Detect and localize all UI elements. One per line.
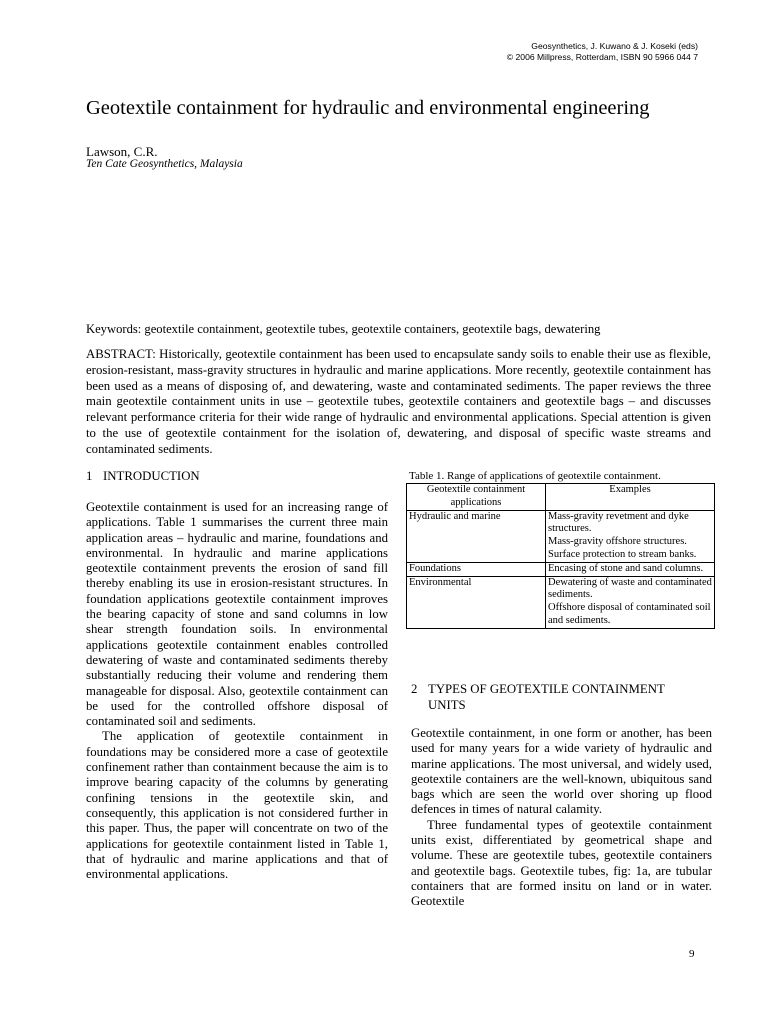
section-2-title-line2: UNITS [428, 698, 466, 712]
author-affiliation: Ten Cate Geosynthetics, Malaysia [86, 158, 243, 170]
table-cell-examples [546, 576, 715, 628]
section-2-body [411, 726, 712, 910]
page-number: 9 [689, 948, 695, 960]
section-1-heading [86, 469, 200, 484]
section-1-title: INTRODUCTION [103, 469, 200, 483]
section-1-body [86, 500, 388, 882]
table-header-cell: Examples [546, 484, 715, 511]
keywords: Keywords: geotextile containment, geotextile tubes, geotextile containers, geotextile bags, dewatering [86, 322, 601, 336]
table-header-cell: Geotextile containment applications [407, 484, 546, 511]
table-row [407, 510, 715, 562]
section-2-title-line1: TYPES OF GEOTEXTILE CONTAINMENT [428, 682, 665, 696]
example-item: Encasing of stone and sand columns. [548, 562, 704, 574]
table-row [407, 576, 715, 628]
table-header-row [407, 484, 715, 511]
abstract: ABSTRACT: Historically, geotextile containment has been used to encapsulate sandy soils to enable their use as flexible, erosion-resistant, mass-gravity structures in hydraulic and marine applications. More recently, geotextile containment has been used as a means of disposing of, and dewatering, waste and contaminated sediments. The paper reviews the three main geotextile containment units in use – geotextile tubes, geotextile containers and geotextile bags – and discusses relevant performance criteria for their wide range of hydraulic and environmental applications. Special attention is given to the use of geotextile containment for the isolation of, dewatering, and disposal of specific waste streams and contaminated sediments. [86, 347, 711, 456]
table-row [407, 562, 715, 576]
table-caption: Table 1. Range of applications of geotextile containment. [409, 470, 661, 482]
table-cell-application: Hydraulic and marine [407, 510, 546, 562]
running-header [507, 41, 698, 63]
paragraph: Three fundamental types of geotextile containment units exist, differentiated by geometrical shape and volume. These are geotextile tubes, geotextile containers and geotextile bags. Geotextile tubes, fig: 1a, are tubular containers that are formed insitu on land or in water. Geotextile [411, 817, 712, 909]
example-item: Mass-gravity offshore structures. [548, 536, 687, 548]
table-cell-examples [546, 562, 715, 576]
paragraph: The application of geotextile containment in foundations may be considered more a case of geotextile confinement rather than containment because the aim is to improve bearing capacity of the columns by generating confining tensions in the geotextile skin, and consequently, this application is not considered further in this paper. Thus, the paper will concentrate on two of the applications for geotextile containment listed in Table 1, that of hydraulic and marine applications and that of environmental applications. [86, 729, 388, 882]
paper-title: Geotextile containment for hydraulic and environmental engineering [86, 97, 650, 119]
paragraph: Geotextile containment, in one form or another, has been used for many years for a wide variety of hydraulic and marine applications. The most universal, and widely used, geotextile containers are the well-known, ubiquitous sand bags which are seen the world over shoring up flood defences in times of natural calamity. [411, 726, 712, 817]
example-item: Surface protection to stream banks. [548, 548, 697, 560]
table-cell-application: Foundations [407, 562, 546, 576]
applications-table [406, 483, 715, 629]
section-2-number: 2 [411, 682, 418, 696]
paragraph: Geotextile containment is used for an increasing range of applications. Table 1 summarises the current three main application areas – hydraulic and marine, foundations and environmental. In hydraulic and marine applications geotextile containment prevents the erosion of sand fill thereby enabling its use in erosion-resistant structures. In foundation applications geotextile containment improves the bearing capacity of stone and sand columns in low shear strength foundation soils. In environmental applications geotextile containment enables controlled dewatering of waste and contaminated sediments thereby substantially reducing their volume and rendering them manageable for disposal. Also, geotextile containment can be used for the controlled offshore disposal of contaminated soil and sediments. [86, 500, 388, 729]
example-item: Mass-gravity revetment and dyke structures. [548, 510, 689, 535]
section-1-number: 1 [86, 469, 93, 483]
header-copyright-line: © 2006 Millpress, Rotterdam, ISBN 90 5966 044 7 [506, 52, 698, 62]
header-proceedings-line: Geosynthetics, J. Kuwano & J. Koseki (eds) [531, 41, 698, 51]
example-item: Dewatering of waste and contaminated sediments. [548, 576, 712, 601]
author-name: Lawson, C.R. [86, 144, 158, 159]
table-cell-examples [546, 510, 715, 562]
section-2-heading [411, 681, 716, 713]
table-cell-application: Environmental [407, 576, 546, 628]
example-item: Offshore disposal of contaminated soil and sediments. [548, 602, 711, 626]
